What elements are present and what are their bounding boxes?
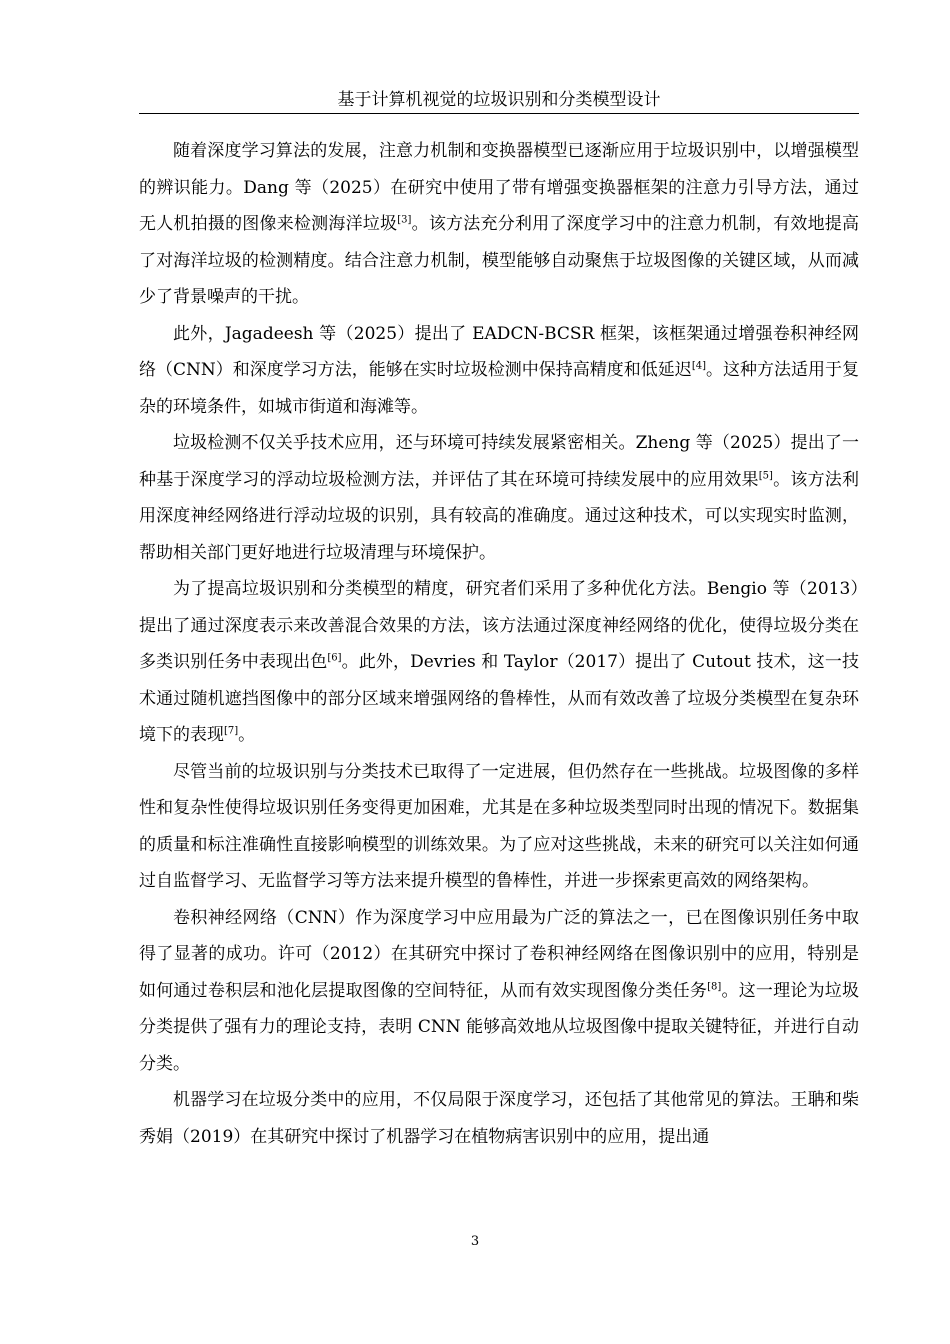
running-header-title: 基于计算机视觉的垃圾识别和分类模型设计 [337,90,661,110]
citation-marker: [8] [707,980,722,992]
paragraph-text: 。 [238,725,256,745]
paragraph-text: 。该方法利用深度神经网络进行浮动垃圾的识别，具有较高的准确度。通过这种技术，可以实现实时监测，帮助相关部门更好地进行垃圾清理与环境保护。 [139,469,859,563]
paragraph-text: 随着深度学习算法的发展，注意力机制和变换器模型已逐渐应用于垃圾识别中，以增强模型的辨识能力。Dang 等（2025）在研究中使用了带有增强变换器框架的注意力引导方法，通过无人机拍摄的图像来检测海洋垃圾 [139,141,859,234]
paragraph-optimization-methods [139,571,859,754]
paragraph-text: 。此外，Devries 和 Taylor（2017）提出了 Cutout 技术，这一技术通过随机遮挡图像中的部分区域来增强网络的鲁棒性，从而有效改善了垃圾分类模型在复杂环境下的表现 [139,652,859,745]
paragraph-text: 卷积神经网络（CNN）作为深度学习中应用最为广泛的算法之一，已在图像识别任务中取得了显著的成功。许可（2012）在其研究中探讨了卷积神经网络在图像识别中的应用，特别是如何通过卷积层和池化层提取图像的空间特征，从而有效实现图像分类任务 [139,907,859,1001]
citation-marker: [3] [397,214,412,226]
citation-marker: [6] [327,652,342,664]
paragraph-text: 为了提高垃圾识别和分类模型的精度，研究者们采用了多种优化方法。Bengio 等（2013）提出了通过深度表示来改善混合效果的方法，该方法通过深度神经网络的优化，使得垃圾分类在多类识别任务中表现出色 [139,579,859,672]
paragraph-cnn [139,900,859,1083]
paragraph-text: 。这种方法适用于复杂的环境条件，如城市街道和海滩等。 [139,360,859,417]
paragraph-attention-mechanism [139,133,859,316]
paragraph-text: 此外，Jagadeesh 等（2025）提出了 EADCN-BCSR 框架，该框架通过增强卷积神经网络（CNN）和深度学习方法，能够在实时垃圾检测中保持高精度和低延迟 [139,323,859,380]
citation-marker: [4] [691,360,706,372]
citation-marker: [5] [758,469,773,481]
paragraph-text: 机器学习在垃圾分类中的应用，不仅局限于深度学习，还包括了其他常见的算法。王聃和柴秀娟（2019）在其研究中探讨了机器学习在植物病害识别中的应用，提出通 [139,1090,859,1147]
paragraph-text: 。该方法充分利用了深度学习中的注意力机制，有效地提高了对海洋垃圾的检测精度。结合注意力机制，模型能够自动聚焦于垃圾图像的关键区域，从而减少了背景噪声的干扰。 [139,214,860,307]
paragraph-text: 尽管当前的垃圾识别与分类技术已取得了一定进展，但仍然存在一些挑战。垃圾图像的多样性和复杂性使得垃圾识别任务变得更加困难，尤其是在多种垃圾类型同时出现的情况下。数据集的质量和标注准确性直接影响模型的训练效果。为了应对这些挑战，未来的研究可以关注如何通过自监督学习、无监督学习等方法来提升模型的鲁棒性，并进一步探索更高效的网络架构。 [139,761,859,891]
paragraph-challenges [139,754,859,900]
paragraph-floating-garbage [139,425,859,571]
citation-marker: [7] [224,725,239,737]
paragraph-text: 垃圾检测不仅关乎技术应用，还与环境可持续发展紧密相关。Zheng 等（2025）提出了一种基于深度学习的浮动垃圾检测方法，并评估了其在环境可持续发展中的应用效果 [139,433,859,490]
paragraph-machine-learning [139,1082,859,1155]
page-number [0,1233,950,1251]
main-text [139,133,859,1155]
page-number-value: 3 [470,1234,480,1249]
paragraph-eadcn-framework [139,316,859,426]
paragraph-text: 。这一理论为垃圾分类提供了强有力的理论支持，表明 CNN 能够高效地从垃圾图像中提取关键特征，并进行自动分类。 [139,980,860,1074]
running-header [139,87,859,114]
